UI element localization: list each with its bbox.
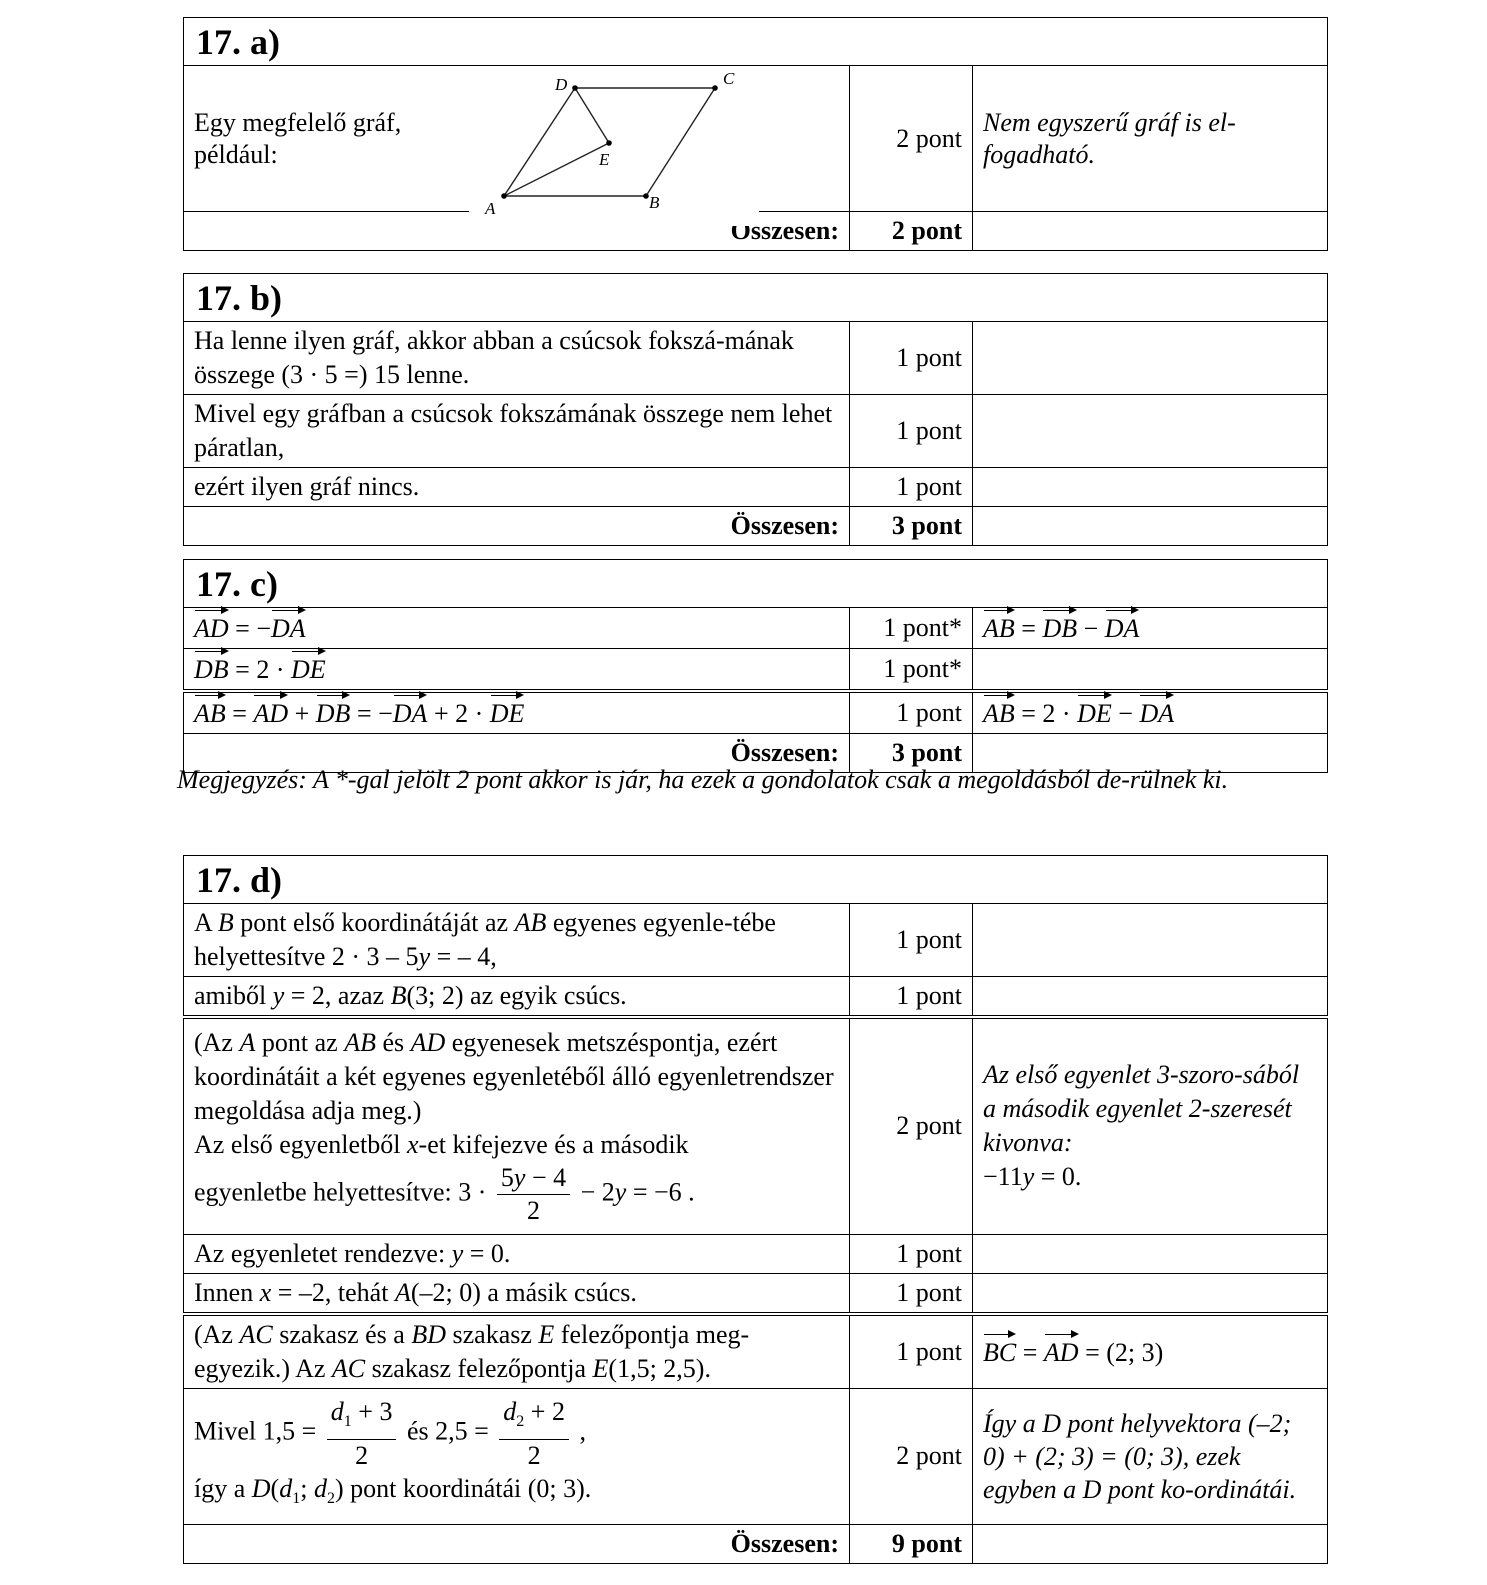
formula-bc: BC = AD = (2; 3) — [973, 1314, 1328, 1389]
formula-remark-ab2: AB = 2 · DE − DA — [973, 691, 1328, 734]
fraction: $\frac{d_1 + 3}{2}$ — [327, 1396, 397, 1471]
label-b: B — [649, 193, 660, 212]
row-points: 1 pont* — [850, 649, 973, 692]
formula-db: DB = 2 · DE — [184, 649, 850, 692]
step-text: A B pont első koordinátáját az AB egyenes egyenle-tébe helyettesítve 2 · 3 – 5y = – 4, — [184, 904, 850, 977]
table-17b — [183, 273, 1328, 546]
step-text: Az egyenletet rendezve: y = 0. — [184, 1234, 850, 1273]
row-text: Mivel egy gráfban a csúcsok fokszámának összege nem lehet páratlan, — [184, 395, 850, 468]
section-title: 17. c) — [184, 560, 1328, 608]
total-label: Összesen: — [184, 212, 850, 251]
section-17b — [183, 273, 1327, 546]
total-points: 2 pont — [850, 212, 973, 251]
remark-text: Az első egyenlet 3-szoro-sából a második egyenlet 2-szeresét kivonva: — [983, 1060, 1300, 1158]
step-text: Mivel 1,5 = $\frac{d_1 + 3}{2}$ és 2,5 = $\frac{d_2 + 2}{2}$ , így a $D(d_1$; $d_2$) pont koordinátái (0; 3). — [184, 1388, 850, 1524]
label-a: A — [485, 199, 496, 218]
formula-ad: AD = −DA — [184, 608, 850, 649]
section-17a — [183, 17, 1327, 251]
step-text: (Az AC szakasz és a BD szakasz E felezőpontja meg-egyezik.) Az AC szakasz felezőpontja E(1,5; 2,5). — [184, 1314, 850, 1389]
vertex-a — [501, 193, 507, 199]
formula-ab: AB = AD + DB = −DA + 2 · DE — [184, 691, 850, 734]
empty-cell — [973, 1524, 1328, 1563]
empty-cell — [973, 468, 1328, 507]
total-label: Összesen: — [184, 734, 850, 773]
label-d: D — [555, 75, 568, 94]
row-points: 1 pont* — [850, 608, 973, 649]
row-points: 2 pont — [850, 1388, 973, 1524]
graph-figure — [469, 68, 759, 226]
row-points: 1 pont — [850, 395, 973, 468]
table-17c — [183, 559, 1328, 773]
row-points: 2 pont — [850, 66, 973, 212]
empty-cell — [973, 904, 1328, 977]
note-17c: Megjegyzés: A *-gal jelölt 2 pont akkor is jár, ha ezek a gondolatok csak a megoldásból de-rülnek ki. — [177, 765, 1229, 794]
row-points: 1 pont — [850, 322, 973, 395]
step-text: amiből y = 2, azaz B(3; 2) az egyik csúcs. — [184, 977, 850, 1018]
table-17a — [183, 17, 1328, 251]
step-text: (Az A pont az AB és AD egyenesek metszéspontja, ezért koordinátáit a két egyenes egyenletéből álló egyenletrendszer megoldása adja meg.) Az első egyenletből x-et kifejezve és a második egyenletbe helyettesítve: 3 · $\frac{5y - 4}{2}$ − 2y = −6 . — [184, 1017, 850, 1234]
row-points: 1 pont — [850, 1314, 973, 1389]
label-c: C — [723, 69, 735, 88]
step-text: Innen x = –2, tehát A(–2; 0) a másik csúcs. — [184, 1273, 850, 1314]
empty-cell — [973, 1273, 1328, 1314]
section-title: 17. b) — [184, 274, 1328, 322]
total-points: 9 pont — [850, 1524, 973, 1563]
vertex-d — [572, 85, 578, 91]
row-text: Ha lenne ilyen gráf, akkor abban a csúcsok fokszá-mának összege (3 · 5 =) 15 lenne. — [184, 322, 850, 395]
total-points: 3 pont — [850, 734, 973, 773]
empty-cell — [973, 649, 1328, 692]
row-text-line2: például: — [194, 139, 278, 169]
row-remark: Az első egyenlet 3-szoro-sából a második egyenlet 2-szeresét kivonva: −11y = 0. — [973, 1017, 1328, 1234]
total-label: Összesen: — [184, 507, 850, 546]
row-remark: Így a D pont helyvektora (–2; 0) + (2; 3) = (0; 3), ezek egyben a D pont ko-ordinátái. — [973, 1388, 1328, 1524]
empty-cell — [973, 395, 1328, 468]
total-label: Összesen: — [184, 1524, 850, 1563]
row-points: 1 pont — [850, 1273, 973, 1314]
solution-cell — [184, 66, 850, 218]
table-17d — [183, 855, 1328, 1564]
formula-remark-ab: AB = DB − DA — [973, 608, 1328, 649]
section-title: 17. d) — [184, 856, 1328, 904]
row-text: ezért ilyen gráf nincs. — [184, 468, 850, 507]
total-points: 3 pont — [850, 507, 973, 546]
fraction: $\frac{5y - 4}{2}$ — [497, 1162, 570, 1227]
fraction: $\frac{d_2 + 2}{2}$ — [499, 1396, 569, 1471]
empty-cell — [973, 1234, 1328, 1273]
empty-cell — [973, 322, 1328, 395]
vertex-c — [712, 85, 718, 91]
row-points: 1 pont — [850, 468, 973, 507]
row-points: 1 pont — [850, 904, 973, 977]
row-points: 1 pont — [850, 1234, 973, 1273]
section-17d — [183, 855, 1327, 1564]
row-text-line1: Egy megfelelő gráf, — [194, 107, 402, 137]
empty-cell — [973, 212, 1328, 251]
section-title: 17. a) — [184, 18, 1328, 66]
row-points: 1 pont — [850, 691, 973, 734]
section-17c — [183, 559, 1327, 773]
vertex-e — [606, 140, 612, 146]
label-e: E — [599, 150, 610, 169]
row-remark: Nem egyszerű gráf is el-fogadható. — [973, 66, 1328, 212]
vertex-b — [643, 193, 649, 199]
row-points: 2 pont — [850, 1017, 973, 1234]
row-points: 1 pont — [850, 977, 973, 1018]
empty-cell — [973, 977, 1328, 1018]
empty-cell — [973, 507, 1328, 546]
